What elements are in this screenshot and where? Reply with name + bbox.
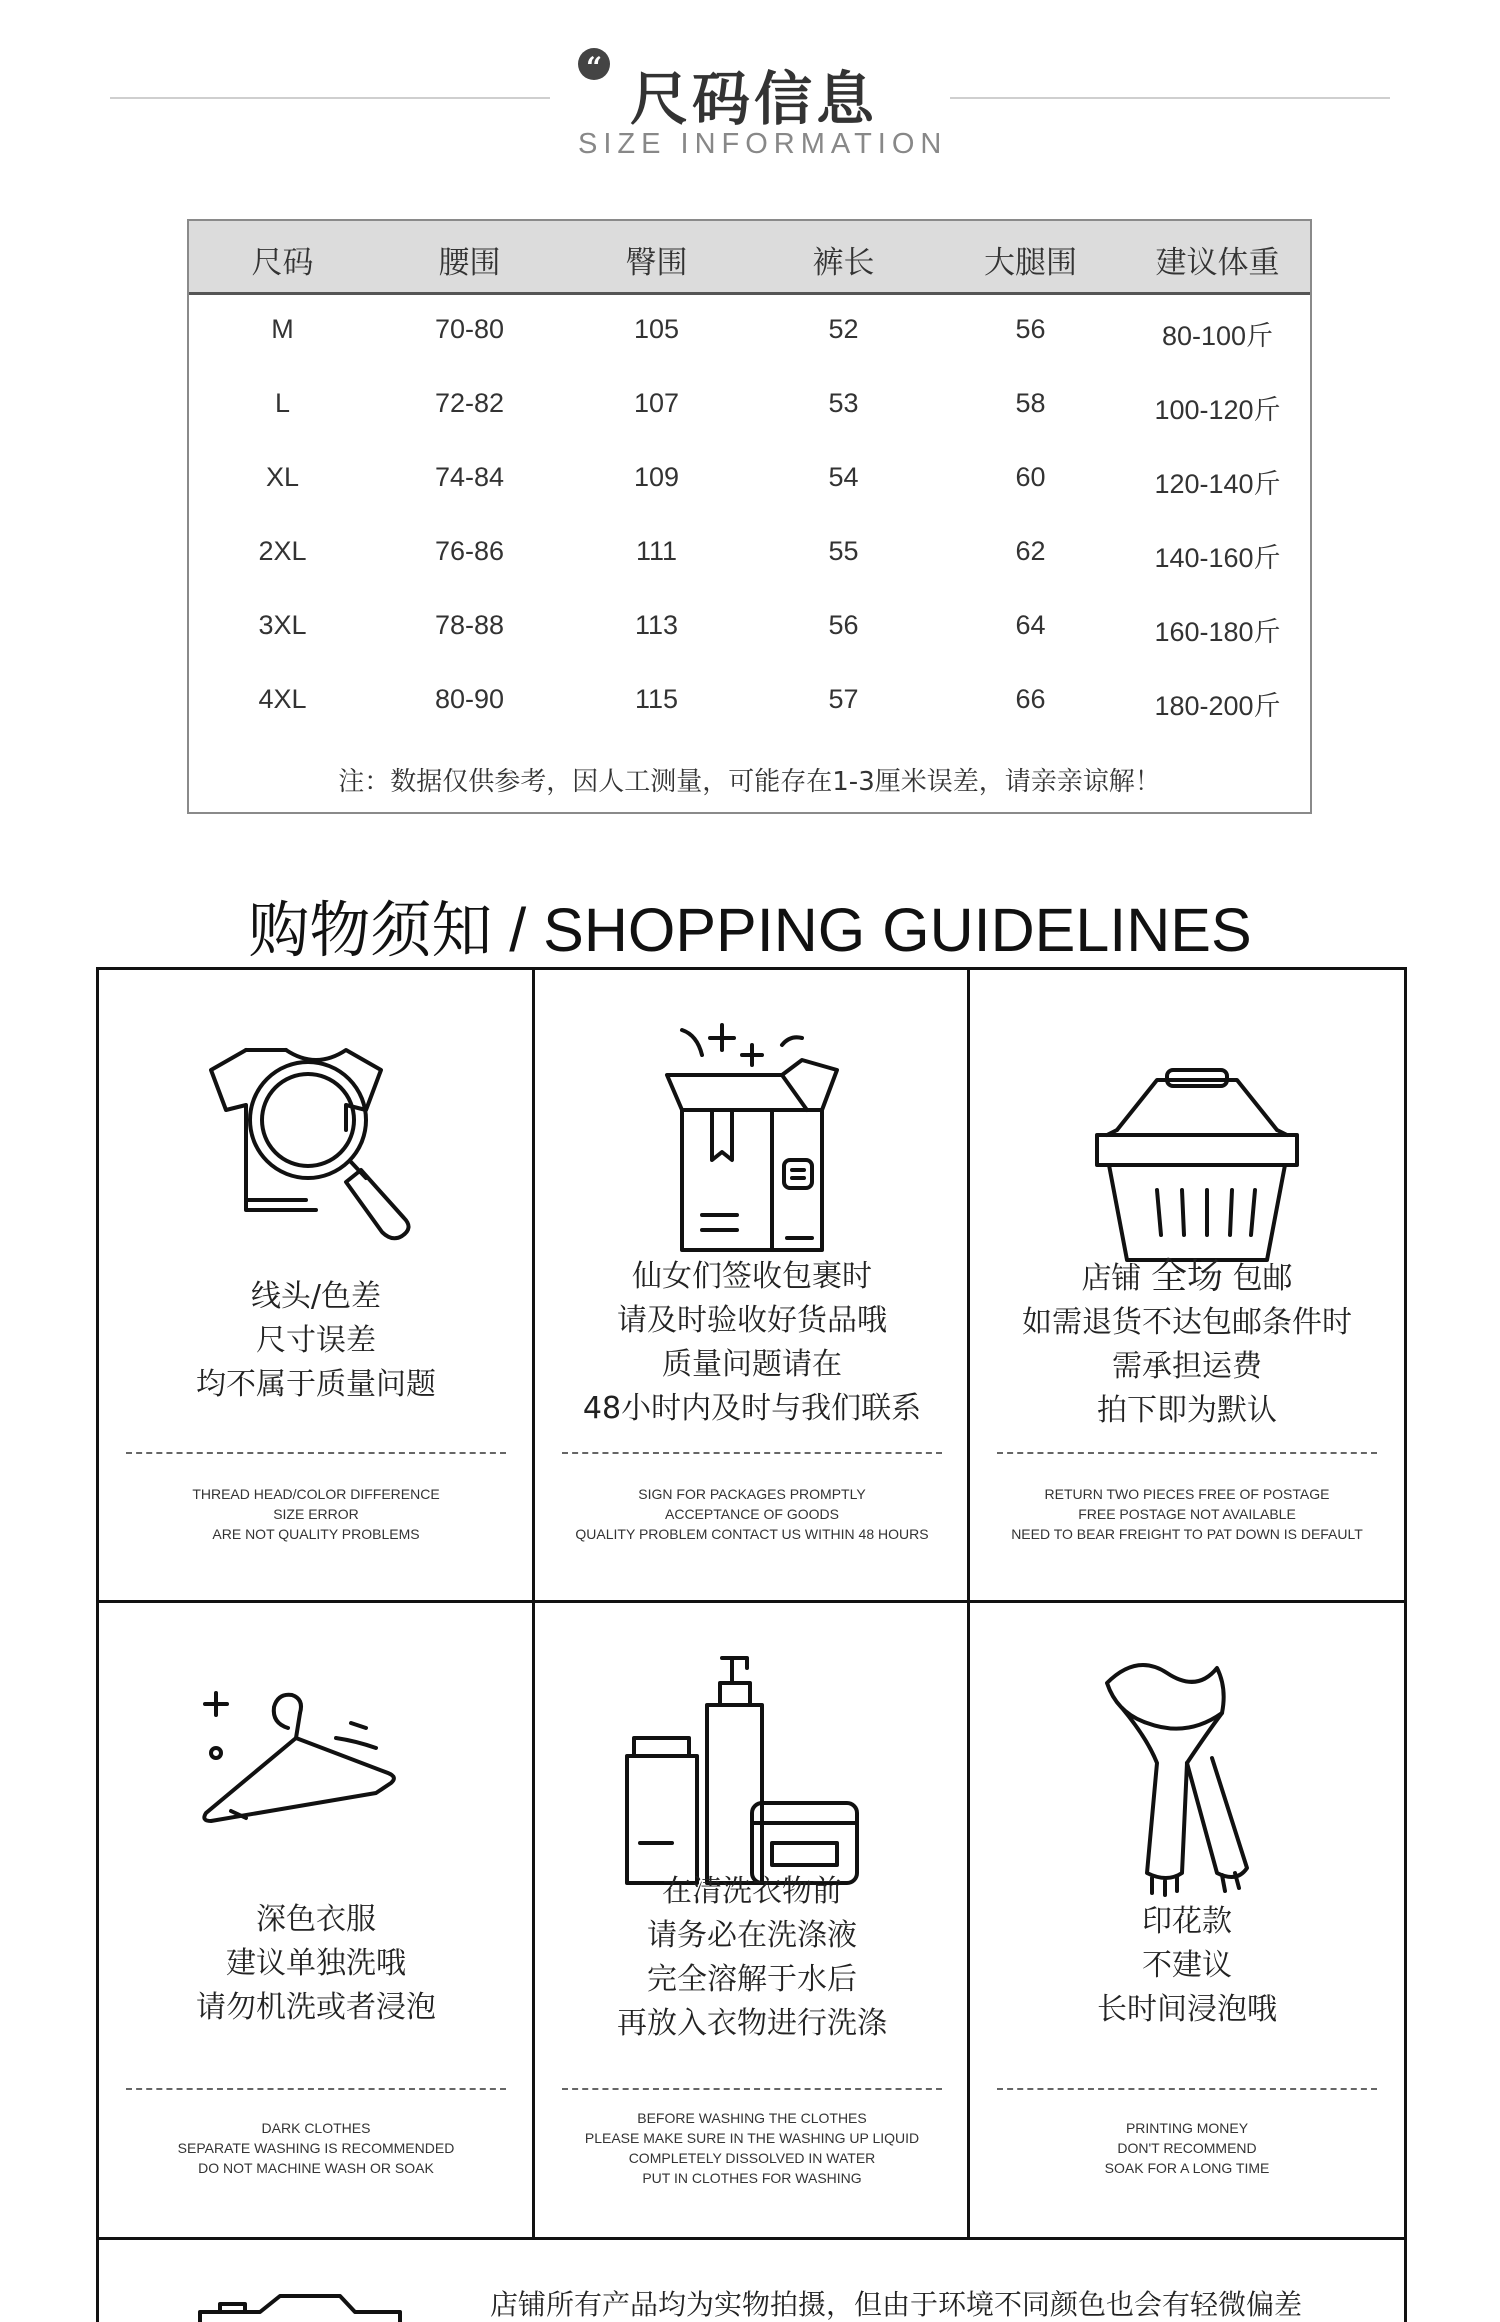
table-cell: 56 bbox=[1015, 314, 1046, 344]
guideline-card-printed bbox=[970, 1603, 1404, 2238]
open-box-icon bbox=[612, 1010, 892, 1270]
card-line: 请勿机洗或者浸泡 bbox=[196, 1990, 436, 2025]
card-line: ARE NOT QUALITY PROBLEMS bbox=[212, 1526, 420, 1542]
table-cell: 58 bbox=[1015, 388, 1046, 418]
card-line: SIZE ERROR bbox=[273, 1506, 359, 1522]
size-subtitle: SIZE INFORMATION bbox=[578, 128, 948, 160]
table-cell: 53 bbox=[828, 388, 859, 418]
dashed-divider bbox=[562, 2088, 942, 2090]
table-cell: XL bbox=[265, 462, 300, 492]
card-line: SOAK FOR A LONG TIME bbox=[1104, 2160, 1270, 2176]
card-line: THREAD HEAD/COLOR DIFFERENCE bbox=[192, 1486, 440, 1502]
header-rule-right bbox=[950, 97, 1390, 99]
table-cell: 109 bbox=[633, 462, 680, 492]
table-header bbox=[189, 221, 1310, 295]
card-line: 再放入衣物进行洗涤 bbox=[617, 2006, 887, 2041]
card-line: 印花款 bbox=[1142, 1904, 1232, 1939]
guideline-card-package bbox=[535, 970, 969, 1605]
card-line: 需承担运费 bbox=[1112, 1349, 1262, 1384]
card-line: 均不属于质量问题 bbox=[196, 1367, 436, 1402]
col-header-size: 尺码 bbox=[251, 245, 314, 281]
card-line: 仙女们签收包裹时 bbox=[632, 1259, 872, 1294]
table-cell: 72-82 bbox=[434, 388, 505, 418]
card-line: PRINTING MONEY bbox=[1125, 2120, 1249, 2136]
hanger-icon bbox=[176, 1643, 456, 1903]
card-line: 线头/色差 bbox=[250, 1279, 382, 1314]
table-cell: 54 bbox=[828, 462, 859, 492]
card-line: SEPARATE WASHING IS RECOMMENDED bbox=[177, 2140, 455, 2156]
table-cell: 76-86 bbox=[434, 536, 505, 566]
table-cell: 52 bbox=[828, 314, 859, 344]
dashed-divider bbox=[126, 1452, 506, 1454]
guideline-card-washing bbox=[535, 1603, 969, 2238]
header-rule-left bbox=[110, 97, 550, 99]
detergent-bottles-icon bbox=[612, 1643, 892, 1903]
table-cell: 100-120斤 bbox=[1154, 395, 1281, 425]
table-cell: 60 bbox=[1015, 462, 1046, 492]
card-line: ACCEPTANCE OF GOODS bbox=[665, 1506, 839, 1522]
guidelines-grid bbox=[96, 967, 1407, 2322]
quote-icon: “ bbox=[578, 48, 610, 80]
card-line: 拍下即为默认 bbox=[1097, 1393, 1277, 1428]
card-text-zh bbox=[545, 1870, 959, 2046]
card-line: 如需退货不达包邮条件时 bbox=[1022, 1305, 1352, 1340]
card-line: 不建议 bbox=[1142, 1948, 1232, 1983]
card-line: SIGN FOR PACKAGES PROMPTLY bbox=[638, 1486, 866, 1502]
card-line: FREE POSTAGE NOT AVAILABLE bbox=[1078, 1506, 1296, 1522]
table-cell: M bbox=[271, 314, 294, 344]
dashed-divider bbox=[126, 2088, 506, 2090]
card-text-en bbox=[109, 1484, 523, 1544]
table-cell: 57 bbox=[828, 684, 859, 714]
table-cell: 55 bbox=[828, 536, 859, 566]
table-cell: 111 bbox=[635, 536, 678, 566]
card-line: DON'T RECOMMEND bbox=[1117, 2140, 1257, 2156]
bottom-note: 店铺所有产品均为实物拍摄，但由于环境不同颜色也会有轻微偏差 bbox=[490, 2288, 1303, 2321]
table-cell: 62 bbox=[1015, 536, 1046, 566]
table-cell: 3XL bbox=[258, 610, 307, 640]
scarf-icon bbox=[1047, 1643, 1327, 1903]
card-line: 长时间浸泡哦 bbox=[1097, 1992, 1277, 2027]
card-line: QUALITY PROBLEM CONTACT US WITHIN 48 HOURS bbox=[575, 1526, 929, 1542]
card-line: 48小时内及时与我们联系 bbox=[582, 1391, 922, 1426]
guideline-card-quality bbox=[99, 970, 533, 1605]
col-header-weight: 建议体重 bbox=[1155, 245, 1280, 281]
card-line: 建议单独洗哦 bbox=[226, 1946, 406, 1981]
card-line: 完全溶解于水后 bbox=[647, 1962, 857, 1997]
table-cell: 113 bbox=[634, 610, 679, 640]
card-text-en bbox=[980, 2118, 1394, 2178]
card-line: DARK CLOTHES bbox=[261, 2120, 371, 2136]
card-text-zh bbox=[980, 1900, 1394, 2032]
card-line: 尺寸误差 bbox=[256, 1323, 376, 1358]
table-cell: 2XL bbox=[258, 536, 307, 566]
measurement-note: 注：数据仅供参考，因人工测量，可能存在1-3厘米误差，请亲亲谅解！ bbox=[338, 767, 1161, 797]
shopping-basket-icon bbox=[1047, 1010, 1327, 1270]
card-text-en bbox=[545, 2108, 959, 2188]
size-header bbox=[0, 0, 1500, 180]
card-line: 请及时验收好货品哦 bbox=[617, 1303, 887, 1338]
card-text-zh bbox=[109, 1275, 523, 1407]
card-line: BEFORE WASHING THE CLOTHES bbox=[637, 2110, 867, 2126]
guideline-card-postage bbox=[970, 970, 1404, 1605]
dashed-divider bbox=[997, 1452, 1377, 1454]
card-line: 在清洗衣物前 bbox=[662, 1874, 842, 1909]
table-cell: 56 bbox=[828, 610, 859, 640]
table-cell: L bbox=[274, 388, 291, 418]
table-cell: 4XL bbox=[258, 684, 307, 714]
card-text-en bbox=[545, 1484, 959, 1544]
camera-icon bbox=[190, 2290, 410, 2322]
table-cell: 80-100斤 bbox=[1161, 321, 1274, 351]
col-header-thigh: 大腿围 bbox=[984, 245, 1077, 281]
table-cell: 180-200斤 bbox=[1154, 691, 1281, 721]
card-line-part: 店铺 bbox=[1081, 1261, 1142, 1296]
card-text-zh bbox=[109, 1898, 523, 2030]
table-cell: 74-84 bbox=[434, 462, 505, 492]
card-line: NEED TO BEAR FREIGHT TO PAT DOWN IS DEFAULT bbox=[1011, 1526, 1363, 1542]
size-table bbox=[187, 219, 1312, 814]
table-cell: 78-88 bbox=[434, 610, 505, 640]
card-line bbox=[980, 1255, 1394, 1301]
col-header-length: 裤长 bbox=[812, 245, 875, 281]
table-cell: 115 bbox=[634, 684, 679, 714]
card-text-zh bbox=[980, 1255, 1394, 1433]
card-line: 质量问题请在 bbox=[662, 1347, 842, 1382]
tshirt-magnifier-icon bbox=[176, 1010, 456, 1270]
guidelines-title: 购物须知 / SHOPPING GUIDELINES bbox=[248, 896, 1252, 964]
table-cell: 64 bbox=[1015, 610, 1046, 640]
table-cell: 120-140斤 bbox=[1154, 469, 1281, 499]
guideline-card-dark-clothes bbox=[99, 1603, 533, 2238]
table-cell: 160-180斤 bbox=[1154, 617, 1281, 647]
card-line-highlight: 全场 bbox=[1150, 1256, 1223, 1297]
table-cell: 70-80 bbox=[434, 314, 505, 344]
col-header-waist: 腰围 bbox=[438, 245, 501, 281]
table-cell: 80-90 bbox=[434, 684, 505, 714]
card-line: COMPLETELY DISSOLVED IN WATER bbox=[628, 2150, 876, 2166]
size-title: 尺码信息 bbox=[630, 65, 879, 133]
card-text-en bbox=[109, 2118, 523, 2178]
table-cell: 107 bbox=[633, 388, 680, 418]
table-cell: 66 bbox=[1015, 684, 1046, 714]
table-cell: 140-160斤 bbox=[1154, 543, 1281, 573]
dashed-divider bbox=[562, 1452, 942, 1454]
card-line: PLEASE MAKE SURE IN THE WASHING UP LIQUID bbox=[584, 2130, 920, 2146]
card-line: DO NOT MACHINE WASH OR SOAK bbox=[198, 2160, 434, 2176]
card-line: RETURN TWO PIECES FREE OF POSTAGE bbox=[1044, 1486, 1330, 1502]
card-line: PUT IN CLOTHES FOR WASHING bbox=[642, 2170, 862, 2186]
card-line-part: 包邮 bbox=[1232, 1261, 1293, 1296]
card-text-en bbox=[980, 1484, 1394, 1544]
col-header-hip: 臀围 bbox=[625, 245, 688, 281]
card-line: 请务必在洗涤液 bbox=[647, 1918, 857, 1953]
card-line: 深色衣服 bbox=[256, 1902, 376, 1937]
dashed-divider bbox=[997, 2088, 1377, 2090]
card-text-zh bbox=[545, 1255, 959, 1431]
table-cell: 105 bbox=[633, 314, 680, 344]
